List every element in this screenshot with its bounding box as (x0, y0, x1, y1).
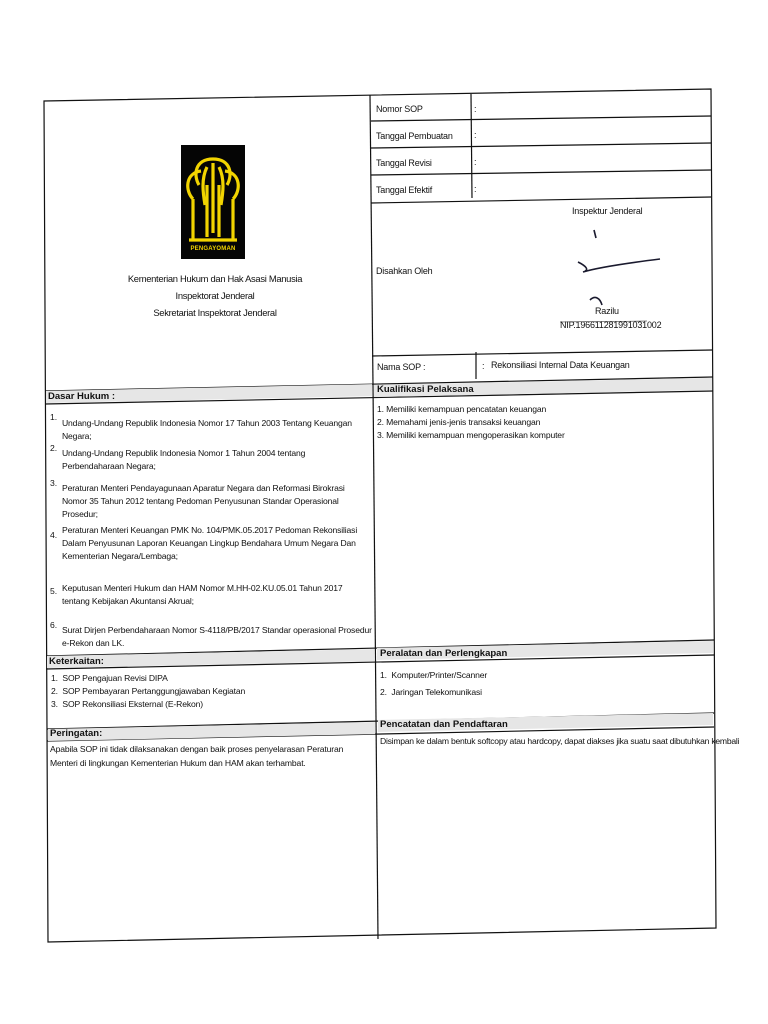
org-line-secretariat: Sekretariat Inspektorat Jenderal (153, 307, 277, 318)
dasar-hukum-num-2: 2. (50, 443, 58, 453)
peringatan-text: Apabila SOP ini tidak dilaksanakan dengan baik proses penyelarasan Peraturan Menteri di lingkungan Kementerian Hukum dan HAM akan terhambat. (50, 744, 344, 768)
dasar-hukum-item-4: Peraturan Menteri Keuangan PMK No. 104/PMK.05.2017 Pedoman Rekonsiliasi Dalam Penyusunan Laporan Keuangan Lingkup Bendahara Umum Negara Dan Kementerian Negara/Lembaga; (62, 525, 358, 561)
dasar-hukum-num-6: 6. (50, 620, 58, 630)
org-line-inspectorate: Inspektorat Jenderal (175, 290, 255, 301)
signature (578, 230, 660, 305)
kualifikasi-item-2: 2. Memahami jenis-jenis transaksi keuangan (377, 417, 541, 427)
dasar-hukum-item-5: Keputusan Menteri Hukum dan HAM Nomor M.HH-02.KU.05.01 Tahun 2017 tentang Kebijakan Akuntansi Akrual; (62, 583, 343, 606)
field-value-tanggal-efektif: : (474, 184, 477, 194)
org-line-ministry: Kementerian Hukum dan Hak Asasi Manusia (127, 273, 303, 284)
peringatan-title: Peringatan: (50, 728, 103, 739)
dasar-hukum-num-5: 5. (50, 586, 58, 596)
sop-name-label: Nama SOP : (377, 362, 426, 372)
kualifikasi-item-3: 3. Memiliki kemampuan mengoperasikan komputer (377, 430, 565, 440)
dasar-hukum-item-3: Peraturan Menteri Pendayagunaan Aparatur Negara dan Reformasi Birokrasi Nomor 35 Tahun 2012 tentang Pedoman Penyusunan Standar Operasional Prosedur; (62, 483, 345, 519)
organization-name (120, 270, 310, 321)
keterkaitan-list (51, 672, 371, 711)
approval-title: Inspektur Jenderal (572, 206, 643, 216)
dasar-hukum-item-1: Undang-Undang Republik Indonesia Nomor 17 Tahun 2003 Tentang Keuangan Negara; (62, 418, 352, 441)
dasar-hukum-num-4: 4. (50, 530, 58, 540)
pencatatan-text: Disimpan ke dalam bentuk softcopy atau hardcopy, dapat diakses jika suatu saat dibutuhkan kembali (380, 736, 740, 746)
field-label-tanggal-efektif: Tanggal Efektif (376, 185, 433, 195)
sop-name-value: Rekonsiliasi Internal Data Keuangan (491, 360, 630, 370)
tree-icon (181, 145, 245, 259)
keterkaitan-title: Keterkaitan: (49, 656, 104, 667)
kualifikasi-list (377, 403, 707, 442)
field-value-tanggal-revisi: : (474, 157, 477, 167)
keterkaitan-item-3: 3. SOP Rekonsiliasi Eksternal (E-Rekon) (51, 699, 203, 709)
field-label-nomor-sop: Nomor SOP (376, 104, 423, 114)
pengayoman-logo (181, 145, 245, 259)
field-value-nomor-sop: : (474, 104, 477, 114)
dasar-hukum-num-3: 3. (50, 478, 58, 488)
keterkaitan-item-2: 2. SOP Pembayaran Pertanggungjawaban Kegiatan (51, 686, 246, 696)
approval-label: Disahkan Oleh (376, 266, 433, 276)
dasar-hukum-num-1: 1. (50, 412, 58, 422)
peralatan-title: Peralatan dan Perlengkapan (380, 648, 508, 659)
logo-text: PENGAYOMAN (190, 246, 236, 252)
field-label-tanggal-revisi: Tanggal Revisi (376, 158, 432, 168)
approval-nip: NIP.196611281991031002 (560, 320, 662, 330)
kualifikasi-item-1: 1. Memiliki kemampuan pencatatan keuangan (377, 404, 547, 414)
approval-name: Razilu (595, 306, 619, 316)
kualifikasi-title: Kualifikasi Pelaksana (377, 384, 474, 395)
keterkaitan-item-1: 1. SOP Pengajuan Revisi DIPA (51, 673, 168, 683)
pencatatan-title: Pencatatan dan Pendaftaran (380, 719, 508, 730)
dasar-hukum-item-2: Undang-Undang Republik Indonesia Nomor 1 Tahun 2004 tentang Perbendaharaan Negara; (62, 448, 306, 471)
field-value-tanggal-pembuatan: : (474, 130, 477, 140)
sop-name-colon: : (482, 361, 485, 371)
field-label-tanggal-pembuatan: Tanggal Pembuatan (376, 131, 453, 141)
dasar-hukum-item-6: Surat Dirjen Perbendaharaan Nomor S-4118/PB/2017 Standar operasional Prosedur e-Rekon dan LK. (62, 625, 372, 648)
peralatan-item-1: 1. Komputer/Printer/Scanner (380, 670, 488, 680)
dasar-hukum-title: Dasar Hukum : (48, 391, 116, 402)
peralatan-item-2: 2. Jaringan Telekomunikasi (380, 687, 482, 697)
peralatan-list (380, 667, 700, 701)
